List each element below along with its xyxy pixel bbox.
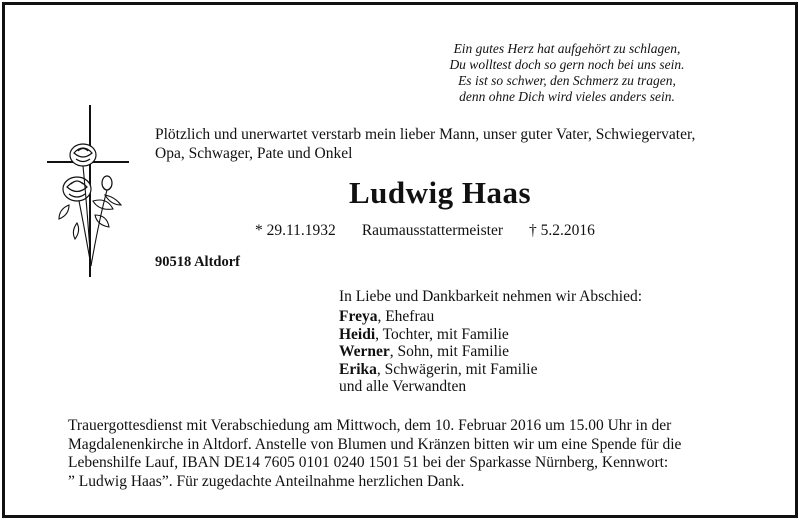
poem-line: Du wolltest doch so gern noch bei uns sein. (449, 57, 685, 72)
family-member-relation: , Tochter, mit Familie (375, 325, 509, 343)
obituary-frame (2, 2, 798, 518)
life-dates (255, 222, 595, 240)
intro-text (155, 125, 755, 163)
intro-line: Plötzlich und unerwartet verstarb mein lieber Mann, unser guter Vater, Schwiegervater, (155, 126, 696, 143)
poem-line: Es ist so schwer, den Schmerz zu tragen, (458, 73, 676, 88)
poem-line: denn ohne Dich wird vieles anders sein. (459, 89, 675, 104)
city: 90518 Altdorf (155, 254, 240, 270)
intro-line: Opa, Schwager, Pate und Onkel (155, 145, 353, 162)
family-member-name: Werner (339, 343, 390, 360)
family-list (339, 308, 537, 396)
poem (387, 41, 747, 105)
family-member-name: Heidi (339, 325, 376, 343)
family-member-name: Erika (339, 360, 377, 378)
family-member (339, 326, 537, 344)
service-notice (68, 417, 768, 491)
family-member-relation: , Schwägerin, mit Familie (376, 360, 538, 378)
family-member (339, 343, 537, 361)
family-member (339, 361, 537, 379)
poem-line: Ein gutes Herz hat aufgehört zu schlagen, (453, 41, 681, 56)
service-line: Trauergottesdienst mit Verabschiedung am Mittwoch, dem 10. Februar 2016 um 15.00 Uhr in der (68, 417, 672, 434)
family-member (339, 308, 537, 326)
family-member-relation: , Ehefrau (377, 308, 435, 325)
family-closing: und alle Verwandten (339, 378, 467, 395)
farewell-text: In Liebe und Dankbarkeit nehmen wir Abschied: (339, 288, 643, 305)
family-member-name: Freya (339, 308, 378, 325)
service-line: ” Ludwig Haas”. Für zugedachte Anteilnahme herzlichen Dank. (68, 472, 465, 490)
profession: Raumausstattermeister (361, 222, 503, 239)
death-date: † 5.2.2016 (529, 222, 595, 239)
service-line: Lebenshilfe Lauf, IBAN DE14 7605 0101 0240 1501 51 bei der Sparkasse Nürnberg, Kennwort: (68, 454, 669, 471)
birth-date: * 29.11.1932 (255, 222, 336, 239)
service-line: Magdalenenkirche in Altdorf. Anstelle von Blumen und Kränzen bitten wir um eine Spende für die (68, 435, 682, 453)
family-member-relation: , Sohn, mit Familie (389, 343, 510, 360)
deceased-name: Ludwig Haas (348, 175, 532, 210)
